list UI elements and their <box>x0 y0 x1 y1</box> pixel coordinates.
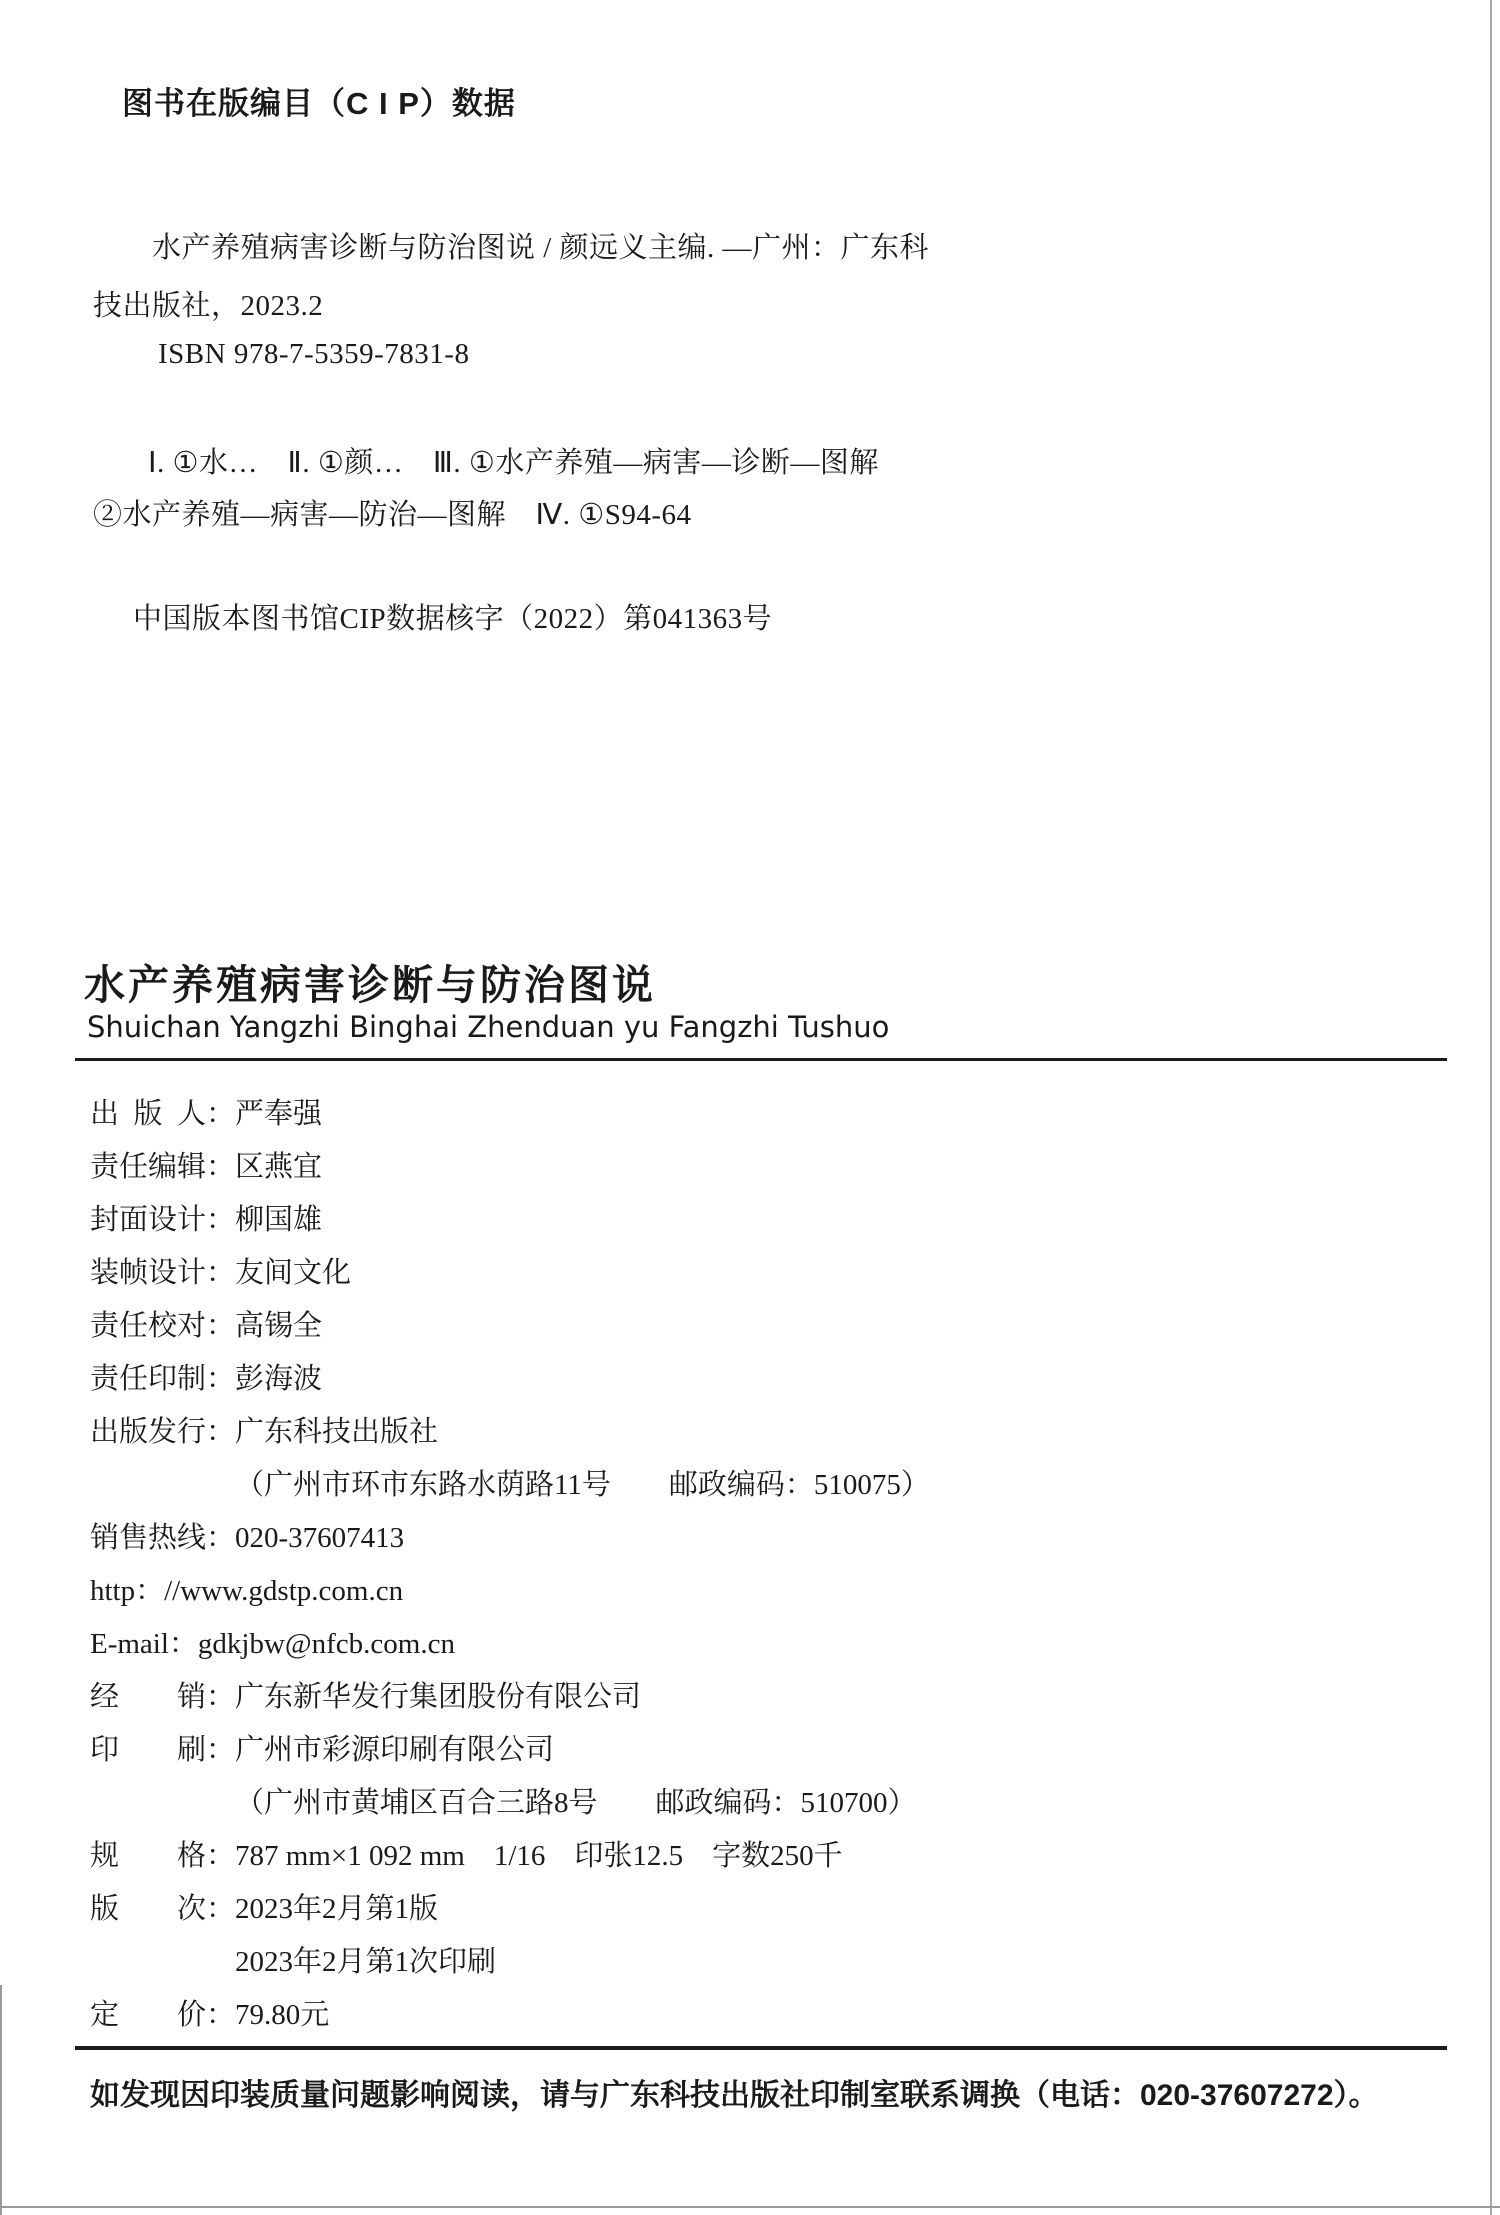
row-label: 规 格 <box>90 1840 206 1872</box>
footer-divider-rule <box>75 2046 1447 2050</box>
row-value: 高锡全 <box>235 1310 323 1342</box>
row-colon: ： <box>206 1840 236 1872</box>
row-value: 彭海波 <box>235 1363 323 1395</box>
row-colon: ： <box>206 1734 236 1766</box>
cip-heading: 图书在版编目（C I P）数据 <box>122 86 516 121</box>
row-value: 79.80元 <box>235 1999 330 2031</box>
row-text: 2023年2月第1次印刷 <box>235 1946 497 1978</box>
row-text: （广州市环市东路水荫路11号 邮政编码：510075） <box>235 1469 930 1501</box>
row-value: 严奉强 <box>235 1098 323 1130</box>
row-label: 版 次 <box>90 1893 206 1925</box>
row-label: 销 售 热 线 <box>90 1522 207 1554</box>
row-value: 广州市彩源印刷有限公司 <box>235 1734 555 1766</box>
row-text: E-mail：gdkjbw@nfcb.com.cn <box>90 1628 455 1660</box>
row-value: 广东新华发行集团股份有限公司 <box>235 1681 642 1713</box>
row-value: 区燕宜 <box>235 1151 323 1183</box>
colophon-row-format <box>90 1830 1470 1883</box>
print-quality-note: 如发现因印装质量问题影响阅读，请与广东科技出版社印制室联系调换（电话：020-37607272）。 <box>90 2079 1379 2112</box>
row-value: 友间文化 <box>235 1257 352 1289</box>
row-text: http：//www.gdstp.com.cn <box>90 1575 404 1607</box>
row-colon: ： <box>206 1999 236 2031</box>
row-value: 020-37607413 <box>235 1522 405 1554</box>
colophon-row-email <box>90 1618 1470 1671</box>
colophon-row-distributor <box>90 1671 1470 1724</box>
colophon-row-print-supervisor <box>90 1353 1470 1406</box>
colophon-row-website <box>90 1565 1470 1618</box>
colophon-row-publisher <box>90 1406 1470 1459</box>
colophon-row-printer <box>90 1724 1470 1777</box>
colophon <box>90 1088 1470 2042</box>
row-label: 责 任 印 制 <box>90 1363 207 1395</box>
row-colon: ： <box>206 1522 236 1554</box>
cip-classification-line-1: Ⅰ. ①水… Ⅱ. ①颜… Ⅲ. ①水产养殖—病害—诊断—图解 <box>148 447 879 479</box>
colophon-row-printer-address <box>90 1777 1470 1830</box>
row-text: （广州市黄埔区百合三路8号 邮政编码：510700） <box>235 1787 917 1819</box>
page-edge-right <box>1490 0 1492 2215</box>
cip-classification-line-2: ②水产养殖—病害—防治—图解 Ⅳ. ①S94-64 <box>93 499 692 531</box>
row-colon: ： <box>206 1363 236 1395</box>
row-label: 印 刷 <box>90 1734 206 1766</box>
book-title-pinyin: Shuichan Yangzhi Binghai Zhenduan yu Fangzhi Tushuo <box>87 1010 890 1044</box>
row-colon: ： <box>206 1681 236 1713</box>
row-colon: ： <box>206 1098 236 1130</box>
row-label: 封 面 设 计 <box>90 1204 207 1236</box>
cip-record-line-1: 水产养殖病害诊断与防治图说 / 颜远义主编. —广州：广东科 <box>152 232 930 264</box>
colophon-row-binding-design <box>90 1247 1470 1300</box>
row-value: 柳国雄 <box>235 1204 323 1236</box>
colophon-row-edition <box>90 1883 1470 1936</box>
row-label: 装 帧 设 计 <box>90 1257 207 1289</box>
colophon-row-proofreader <box>90 1300 1470 1353</box>
colophon-row-cover-design <box>90 1194 1470 1247</box>
row-label: 出 版 发 行 <box>90 1416 207 1448</box>
row-label: 责 任 编 辑 <box>90 1151 207 1183</box>
row-colon: ： <box>206 1257 236 1289</box>
colophon-row-sales-hotline <box>90 1512 1470 1565</box>
colophon-row-responsible-editor <box>90 1141 1470 1194</box>
row-colon: ： <box>206 1151 236 1183</box>
colophon-row-publisher-address <box>90 1459 1470 1512</box>
page-edge-left <box>0 1985 2 2215</box>
cip-isbn: ISBN 978-7-5359-7831-8 <box>158 338 470 370</box>
row-colon: ： <box>206 1893 236 1925</box>
row-colon: ： <box>206 1204 236 1236</box>
row-value: 广东科技出版社 <box>235 1416 439 1448</box>
row-label: 经 销 <box>90 1681 206 1713</box>
row-colon: ： <box>206 1416 236 1448</box>
row-value: 787 mm×1 092 mm 1/16 印张12.5 字数250千 <box>235 1840 843 1872</box>
page-edge-bottom <box>0 2206 1500 2208</box>
row-colon: ： <box>206 1310 236 1342</box>
colophon-row-printing <box>90 1936 1470 1989</box>
row-value: 2023年2月第1版 <box>235 1893 439 1925</box>
book-title: 水产养殖病害诊断与防治图说 <box>84 962 656 1008</box>
row-label: 定 价 <box>90 1999 206 2031</box>
colophon-row-publisher-person <box>90 1088 1470 1141</box>
cip-registry-number: 中国版本图书馆CIP数据核字（2022）第041363号 <box>133 603 773 635</box>
row-label: 责 任 校 对 <box>90 1310 207 1342</box>
cip-record-line-2: 技出版社，2023.2 <box>93 290 324 322</box>
title-divider-rule <box>75 1058 1447 1061</box>
colophon-row-price <box>90 1989 1470 2042</box>
row-label: 出 版 人 <box>90 1098 206 1130</box>
